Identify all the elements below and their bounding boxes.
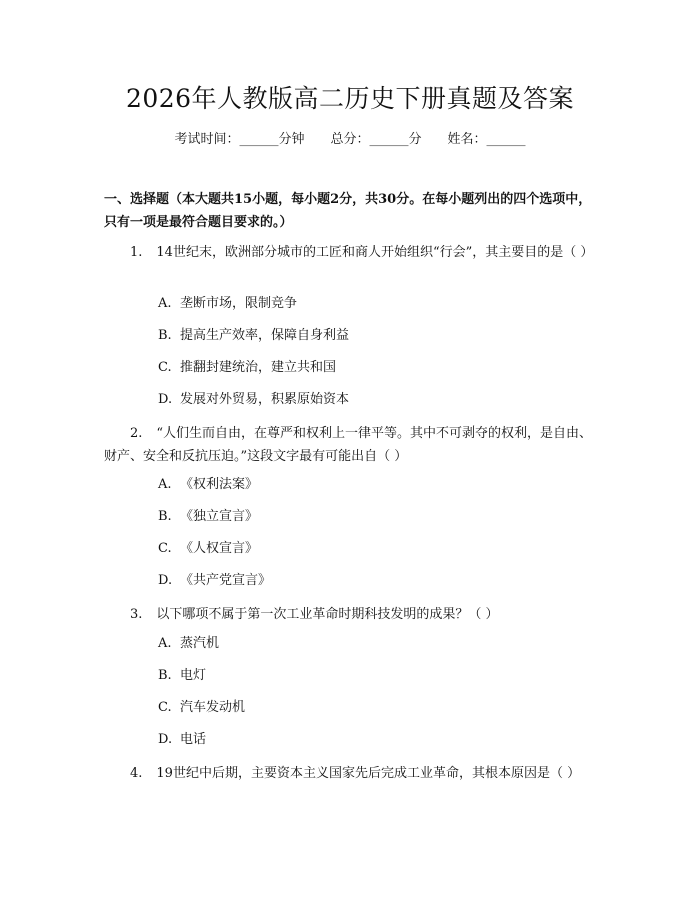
question-text: 14世纪末，欧洲部分城市的工匠和商人开始组织“行会”，其主要目的是（ ） [156, 245, 594, 260]
exam-time-field: 考试时间：______分钟 [174, 132, 305, 147]
total-score-field: 总分：______分 [330, 132, 422, 147]
option-text: 提高生产效率，保障自身利益 [180, 328, 350, 343]
option-text: 垄断市场，限制竞争 [180, 296, 298, 311]
page-title: 2026年人教版高二历史下册真题及答案 [125, 84, 575, 113]
exam-meta [0, 131, 700, 149]
option-label: C. [158, 541, 172, 556]
option-2b [158, 507, 258, 527]
option-label: D. [158, 573, 173, 588]
option-2c [158, 539, 258, 559]
option-label: A. [158, 296, 172, 311]
question-1 [104, 241, 599, 264]
option-text: 《权利法案》 [180, 477, 259, 492]
question-3 [104, 603, 599, 626]
option-1b [158, 326, 349, 346]
question-4 [104, 762, 599, 785]
option-label: A. [158, 636, 172, 651]
option-label: D. [158, 392, 173, 407]
option-label: B. [158, 328, 172, 343]
option-text: 发展对外贸易，积累原始资本 [180, 392, 350, 407]
option-3a [158, 634, 219, 654]
question-number: 2. [130, 426, 143, 441]
option-text: 电灯 [180, 668, 207, 683]
option-label: B. [158, 509, 172, 524]
option-1a [158, 294, 297, 314]
student-name-field: 姓名：______ [447, 132, 526, 147]
option-label: C. [158, 360, 172, 375]
question-number: 4. [130, 766, 143, 781]
question-2 [104, 422, 599, 468]
option-text: 《独立宣言》 [180, 509, 259, 524]
option-text: 汽车发动机 [180, 700, 246, 715]
option-1d [158, 390, 349, 410]
question-number: 1. [130, 245, 143, 260]
option-label: A. [158, 477, 172, 492]
section-heading: 一、选择题（本大题共15小题，每小题2分，共30分。在每小题列出的四个选项中，只有一项是最符合题目要求的。） [104, 192, 592, 230]
option-text: 《共产党宣言》 [180, 573, 272, 588]
option-1c [158, 358, 336, 378]
option-3b [158, 666, 206, 686]
option-label: B. [158, 668, 172, 683]
question-number: 3. [130, 607, 143, 622]
question-text: 19世纪中后期，主要资本主义国家先后完成工业革命，其根本原因是（ ） [156, 766, 581, 781]
option-label: D. [158, 732, 173, 747]
question-text: 以下哪项不属于第一次工业革命时期科技发明的成果？（ ） [156, 607, 499, 622]
option-text: 推翻封建统治，建立共和国 [180, 360, 337, 375]
question-text: “人们生而自由，在尊严和权利上一律平等。其中不可剥夺的权利，是自由、财产、安全和反抗压迫。”这段文字最有可能出自（ ） [104, 426, 593, 464]
option-2d [158, 571, 271, 591]
option-label: C. [158, 700, 172, 715]
option-text: 电话 [180, 732, 207, 747]
option-3c [158, 698, 245, 718]
option-text: 《人权宣言》 [180, 541, 259, 556]
option-2a [158, 475, 258, 495]
option-3d [158, 730, 206, 750]
option-text: 蒸汽机 [180, 636, 220, 651]
